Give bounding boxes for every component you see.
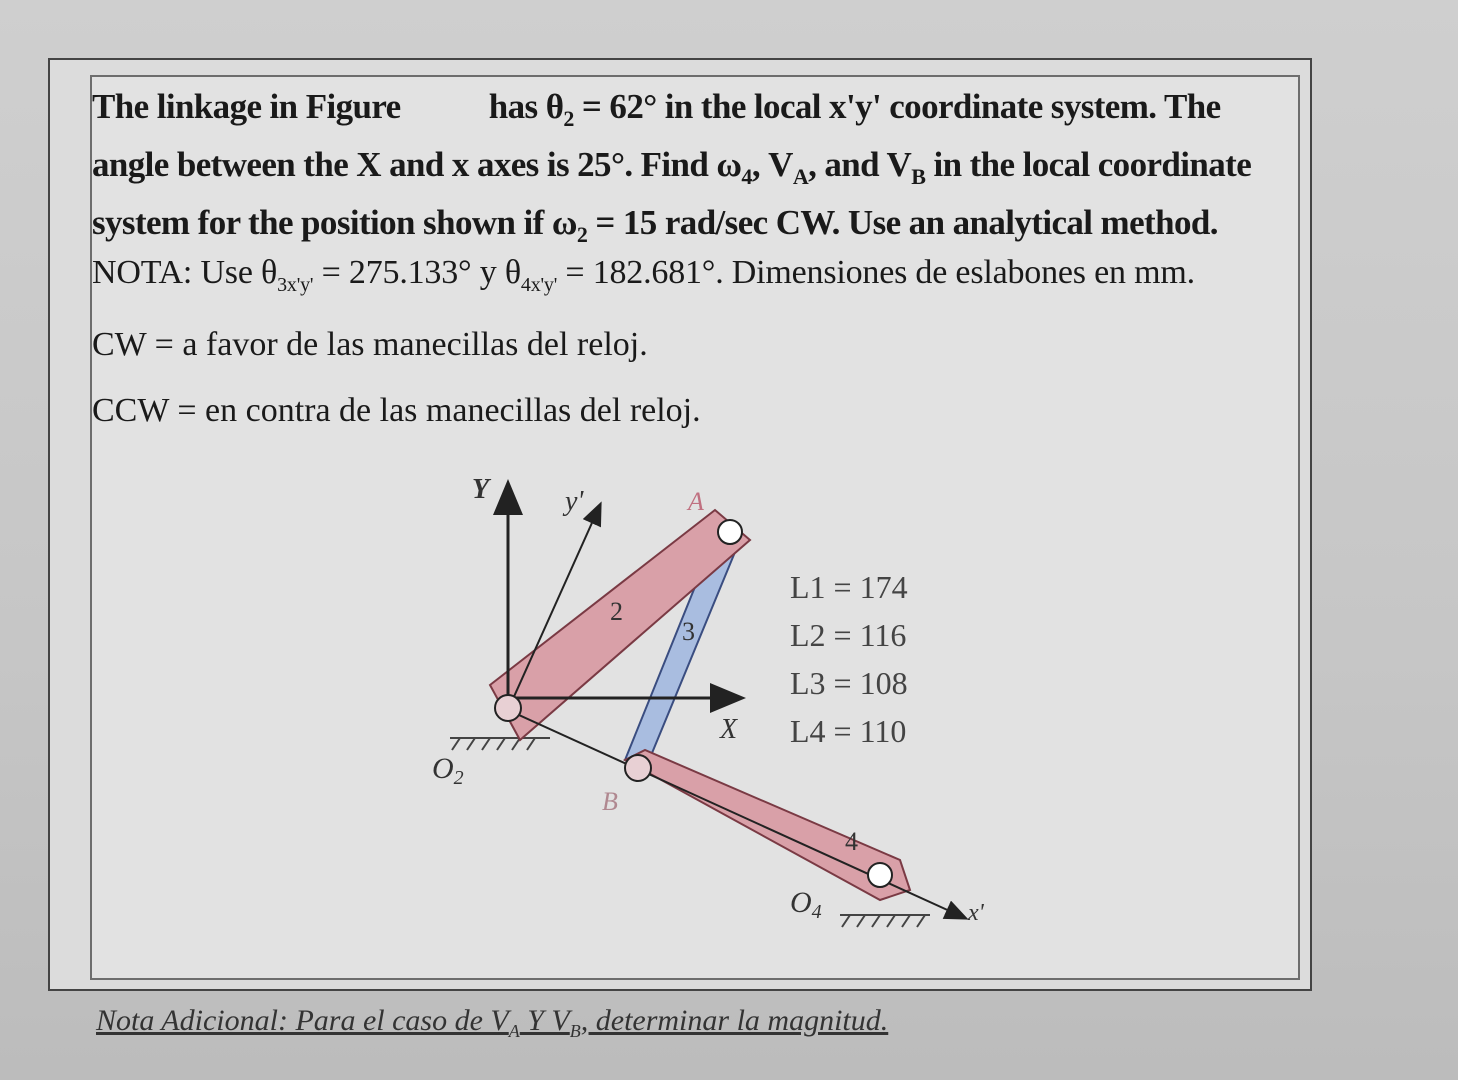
additional-note: Nota Adicional: Para el caso de $V_A$ Y $V_B$, determinar la magnitud.: [96, 1004, 889, 1041]
label-link-4: 4: [845, 827, 858, 856]
label-axis-yprime: y': [565, 486, 584, 517]
label-ground-O2: $O_2$: [432, 752, 464, 789]
pin-b: [625, 755, 651, 781]
ccw-definition: CCW = en contra de las manecillas del reloj.: [92, 392, 701, 429]
nota-line: NOTA: Use $\theta_{3x'y'} = 275.133^\circ$ y $\theta_{4x'y'} = 182.681^\circ$. Dimensiones de eslabones en mm.: [92, 254, 1195, 296]
label-point-B: B: [602, 787, 618, 816]
dim-l3: L3 = 108: [790, 665, 908, 701]
ground-o4: [840, 915, 930, 927]
label-link-2: 2: [610, 597, 623, 626]
problem-statement: The linkage in Figure has $\theta_2 = 62^\circ$ in the local x'y' coordinate system. The angle between the X and x axes is 25°. Find $\omega_4$, $V_A$, and $V_B$ in the local coordinate system for the position shown if $\omega_2 = 15$ rad/sec CW. Use an analytical method.: [92, 87, 1252, 247]
label-axis-Y: Y: [472, 474, 490, 505]
pin-a: [718, 520, 742, 544]
linkage-figure: [420, 470, 1020, 940]
label-link-3: 3: [682, 617, 695, 646]
ground-o2: [450, 738, 550, 750]
dim-l4: L4 = 110: [790, 713, 907, 749]
cw-definition: CW = a favor de las manecillas del reloj.: [92, 326, 648, 363]
label-axis-X: X: [720, 714, 738, 745]
label-ground-O4: $O_4$: [790, 886, 822, 923]
dim-l2: L2 = 116: [790, 617, 907, 653]
label-point-A: A: [688, 487, 704, 516]
pin-o2: [495, 695, 521, 721]
label-axis-xprime: x': [968, 900, 984, 926]
dim-l1: L1 = 174: [790, 569, 908, 605]
pin-o4: [868, 863, 892, 887]
